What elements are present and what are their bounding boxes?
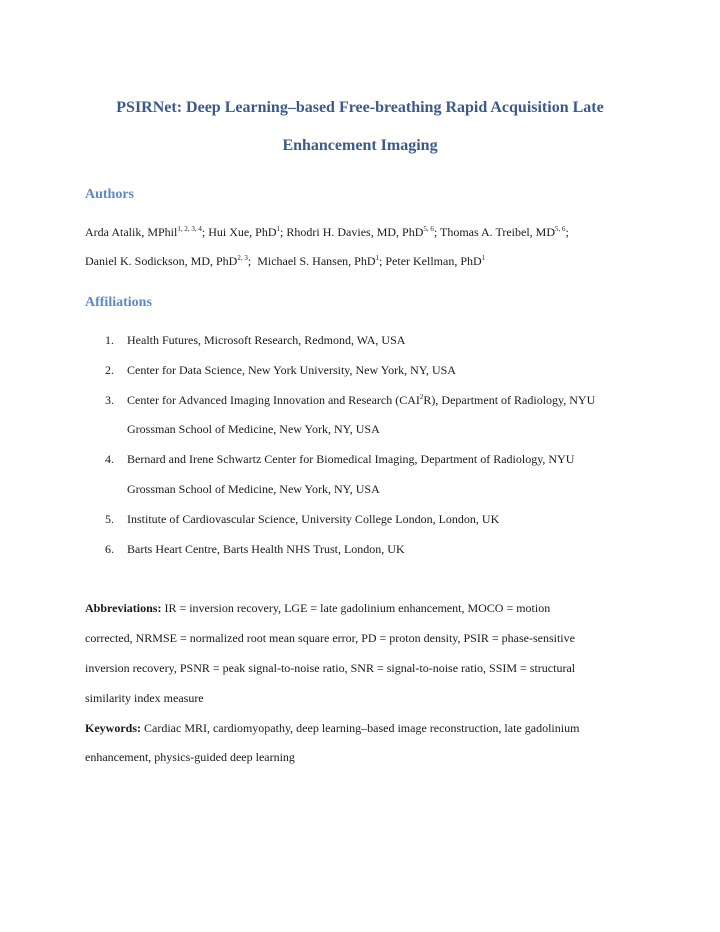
authors-heading: Authors [85,187,135,202]
keywords-label: Keywords: [85,721,141,735]
author-affiliation-sup: 1 [276,225,281,233]
affiliation-text: Barts Heart Centre, Barts Health NHS Trust, London, UK [127,542,405,556]
affiliation-text-continued: Grossman School of Medicine, New York, NY, USA [127,422,380,436]
affiliation-text-part: Center for Advanced Imaging Innovation and Research (CAI [127,393,420,407]
affiliation-text: Institute of Cardiovascular Science, University College London, London, UK [127,512,500,526]
affiliation-text: Bernard and Irene Schwartz Center for Biomedical Imaging, Department of Radiology, NYU [127,452,575,466]
affiliations-heading: Affiliations [85,295,152,310]
keywords-line-1 [85,720,579,736]
affiliation-number: 3. [105,393,114,407]
author-separator: ; [247,254,258,268]
abbreviations-label: Abbreviations: [85,601,162,615]
affiliation-number: 1. [105,333,114,347]
author-separator: ; [379,254,386,268]
paper-title-line-1: PSIRNet: Deep Learning–based Free-breathing Rapid Acquisition Late [116,99,604,116]
authors-line-1 [85,224,569,240]
affiliation-superscript: 2 [419,393,424,401]
author-affiliation-sup: 2, 3 [237,254,248,262]
affiliation-number: 6. [105,542,114,556]
author-name: Rhodri H. Davies, MD, PhD [286,225,424,239]
affiliation-text-part: R), Department of Radiology, NYU [423,393,596,407]
affiliation-number: 5. [105,512,114,526]
author-affiliation-sup: 5, 6 [555,225,566,233]
keywords-text: Cardiac MRI, cardiomyopathy, deep learning–based image reconstruction, late gadolinium [141,721,580,735]
abbreviations-text: IR = inversion recovery, LGE = late gadolinium enhancement, MOCO = motion [161,601,551,615]
author-separator: ; [201,225,209,239]
author-separator: ; [280,225,287,239]
author-name: Thomas A. Treibel, MD [440,225,556,239]
abbreviations-line-2: corrected, NRMSE = normalized root mean square error, PD = proton density, PSIR = phase-sensitive [85,631,575,645]
affiliation-text: Center for Data Science, New York University, New York, NY, USA [127,363,456,377]
author-affiliation-sup: 1, 2, 3, 4 [177,225,202,233]
affiliation-number: 2. [105,363,114,377]
author-name: Michael S. Hansen, PhD [257,254,376,268]
author-name: Peter Kellman, PhD [385,254,482,268]
author-affiliation-sup: 1 [481,254,486,262]
abbreviations-line-4: similarity index measure [85,691,204,705]
affiliation-text-continued: Grossman School of Medicine, New York, NY, USA [127,482,380,496]
author-affiliation-sup: 1 [375,254,380,262]
keywords-line-2: enhancement, physics-guided deep learning [85,750,295,764]
affiliation-text: Health Futures, Microsoft Research, Redmond, WA, USA [127,333,406,347]
author-separator: ; [433,225,440,239]
abbreviations-line-3: inversion recovery, PSNR = peak signal-to-noise ratio, SNR = signal-to-noise ratio, SSIM = structural [85,661,576,675]
abbreviations-line-1 [85,600,550,616]
paper-title-line-2: Enhancement Imaging [282,137,438,154]
authors-line-2 [85,253,485,269]
author-affiliation-sup: 5, 6 [423,225,434,233]
affiliation-text [127,392,595,408]
affiliation-number: 4. [105,452,114,466]
author-name: Arda Atalik, MPhil [85,225,178,239]
author-name: Hui Xue, PhD [208,225,277,239]
author-name: Daniel K. Sodickson, MD, PhD [85,254,238,268]
author-separator: ; [565,225,569,239]
